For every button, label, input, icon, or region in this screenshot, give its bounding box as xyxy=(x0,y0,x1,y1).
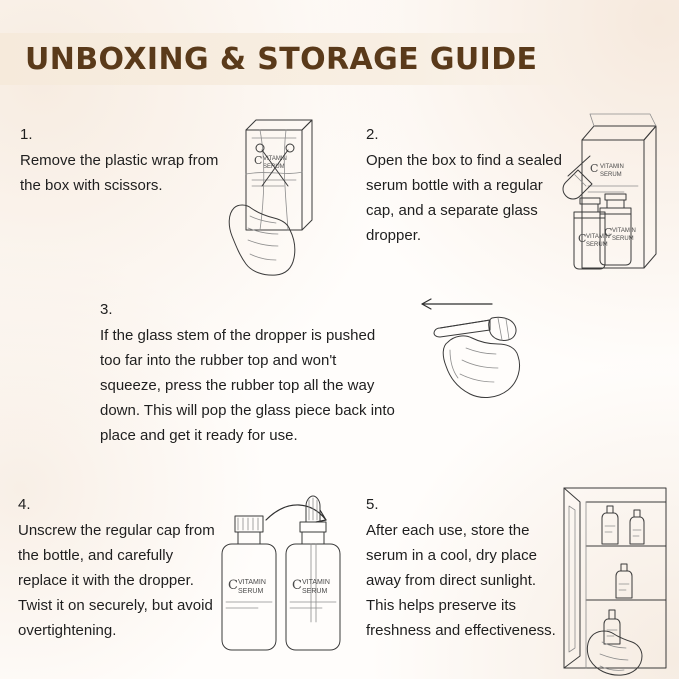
svg-text:VITAMIN: VITAMIN xyxy=(238,579,266,586)
svg-text:SERUM: SERUM xyxy=(302,588,328,595)
step-2-illustration xyxy=(560,110,670,280)
svg-text:SERUM: SERUM xyxy=(600,172,622,178)
svg-text:VITAMIN: VITAMIN xyxy=(302,579,330,586)
step-4-number: 4. xyxy=(18,496,31,513)
step-2-number: 2. xyxy=(366,126,379,143)
step-3-text: If the glass stem of the dropper is pushed too far into the rubber top and won't squeeze, press the rubber top all the way down. This will pop the glass piece back into place and get it ready for use. xyxy=(100,327,395,444)
step-2 xyxy=(366,122,566,248)
svg-text:C: C xyxy=(578,232,587,245)
svg-text:C: C xyxy=(604,226,613,239)
page-title: UNBOXING & STORAGE GUIDE xyxy=(25,41,538,77)
svg-text:C: C xyxy=(590,162,599,175)
step-1-number: 1. xyxy=(20,126,33,143)
step-4 xyxy=(18,492,218,643)
svg-text:SERUM: SERUM xyxy=(612,236,634,242)
step-3-illustration xyxy=(414,290,544,410)
svg-text:SERUM: SERUM xyxy=(263,164,285,170)
svg-text:VITAMIN: VITAMIN xyxy=(263,156,287,162)
svg-text:C: C xyxy=(254,154,263,167)
step-4-illustration xyxy=(210,492,350,657)
step-5-text: After each use, store the serum in a cool, dry place away from direct sunlight. This helps preserve its freshness and effectiveness. xyxy=(366,522,556,639)
step-1-illustration xyxy=(216,112,346,277)
svg-text:C: C xyxy=(228,578,238,593)
step-5-number: 5. xyxy=(366,496,379,513)
svg-text:VITAMIN: VITAMIN xyxy=(586,234,610,240)
step-4-text: Unscrew the regular cap from the bottle, and carefully replace it with the dropper. Twist it on securely, but avoid overtightening. xyxy=(18,522,215,639)
svg-text:VITAMIN: VITAMIN xyxy=(600,164,624,170)
svg-text:C: C xyxy=(292,578,302,593)
svg-text:SERUM: SERUM xyxy=(238,588,264,595)
step-1 xyxy=(20,122,220,198)
title-banner xyxy=(0,33,600,85)
svg-text:SERUM: SERUM xyxy=(586,242,608,248)
step-5-illustration xyxy=(556,478,674,678)
step-1-text: Remove the plastic wrap from the box with scissors. xyxy=(20,152,219,194)
svg-text:VITAMIN: VITAMIN xyxy=(612,228,636,234)
step-2-text: Open the box to find a sealed serum bottle with a regular cap, and a separate glass dropper. xyxy=(366,152,562,244)
step-3-number: 3. xyxy=(100,301,113,318)
step-5 xyxy=(366,492,566,643)
step-3 xyxy=(100,297,400,448)
